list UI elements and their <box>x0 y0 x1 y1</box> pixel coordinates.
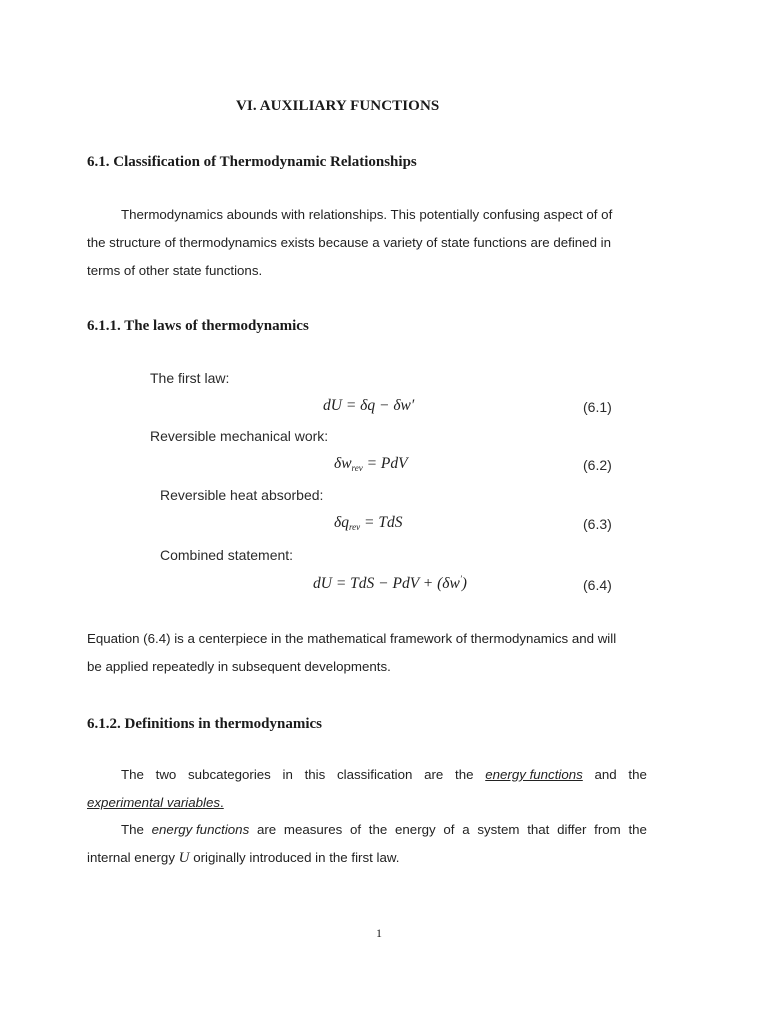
period: . <box>220 795 224 810</box>
word: the <box>628 822 647 837</box>
word: two <box>155 767 177 782</box>
term-energy-functions: energy functions <box>485 767 583 782</box>
equation-6-2-rhs: = PdV <box>366 455 408 472</box>
word: and <box>594 767 617 782</box>
paragraph-4-line-1 <box>87 822 647 837</box>
word: from <box>594 822 621 837</box>
word: of <box>349 822 362 837</box>
paragraph-4-line-2 <box>87 850 399 867</box>
equation-number-6-1: (6.1) <box>583 399 612 415</box>
paragraph-1-line-3: terms of other state functions. <box>87 263 263 278</box>
equation-6-2 <box>334 455 408 473</box>
word: energy <box>395 822 436 837</box>
equation-6-4-close: ) <box>461 575 467 593</box>
page-number: 1 <box>376 926 382 940</box>
paragraph-2-line-1: Equation (6.4) is a centerpiece in the mathematical framework of thermodynamics and will <box>87 631 617 646</box>
equation-label-first-law: The first law: <box>150 370 230 386</box>
word: a <box>462 822 470 837</box>
symbol-u: U <box>178 850 190 866</box>
equation-6-2-lhs: δw <box>334 455 352 472</box>
word: in <box>282 767 293 782</box>
word: are <box>424 767 444 782</box>
word: this <box>304 767 326 782</box>
text: originally introduced in the first law. <box>189 850 400 865</box>
equation-6-4-main: dU = TdS − PdV + (δw <box>313 575 460 593</box>
paragraph-2-line-2: be applied repeatedly in subsequent developments. <box>87 659 391 674</box>
equation-label-reversible-heat: Reversible heat absorbed: <box>160 487 324 503</box>
word: are <box>256 822 277 837</box>
equation-6-4 <box>313 574 467 593</box>
word: the <box>368 822 388 837</box>
chapter-title: VI. AUXILIARY FUNCTIONS <box>236 98 440 114</box>
equation-number-6-3: (6.3) <box>583 516 612 532</box>
equation-6-4-prime: ′ <box>459 574 462 584</box>
equation-6-1: dU = δq − δw′ <box>323 397 415 414</box>
paragraph-3-line-2 <box>87 795 224 810</box>
word: differ <box>557 822 587 837</box>
word: the <box>455 767 474 782</box>
term-experimental-variables: experimental variables <box>87 795 221 810</box>
equation-6-3-rhs: = TdS <box>364 514 403 531</box>
word: system <box>477 822 520 837</box>
equation-6-3-subscript: rev <box>348 522 361 532</box>
text: internal energy <box>87 850 179 865</box>
word: The <box>121 822 144 837</box>
word: measures <box>283 822 343 837</box>
equation-6-3-lhs: δq <box>334 514 349 531</box>
section-heading-6-1-1: 6.1.1. The laws of thermodynamics <box>87 318 309 334</box>
paragraph-3-line-1 <box>87 767 647 782</box>
equation-6-2-subscript: rev <box>351 463 363 473</box>
word: subcategories <box>188 767 271 782</box>
word: classification <box>337 767 413 782</box>
equation-label-combined: Combined statement: <box>160 547 294 563</box>
equation-6-3 <box>334 514 402 532</box>
word: that <box>527 822 550 837</box>
section-heading-6-1-2: 6.1.2. Definitions in thermodynamics <box>87 716 323 732</box>
word: The <box>121 767 144 782</box>
word: the <box>628 767 647 782</box>
section-heading-6-1: 6.1. Classification of Thermodynamic Relationships <box>87 154 417 170</box>
term-energy-functions-2: energy functions <box>151 822 250 837</box>
equation-label-reversible-work: Reversible mechanical work: <box>150 428 329 444</box>
equation-number-6-2: (6.2) <box>583 457 612 473</box>
word: of <box>443 822 455 837</box>
paragraph-1-line-2: the structure of thermodynamics exists because a variety of state functions are defined in <box>87 235 612 250</box>
paragraph-1-line-1: Thermodynamics abounds with relationships. This potentially confusing aspect of of <box>121 207 613 222</box>
equation-number-6-4: (6.4) <box>583 577 612 593</box>
